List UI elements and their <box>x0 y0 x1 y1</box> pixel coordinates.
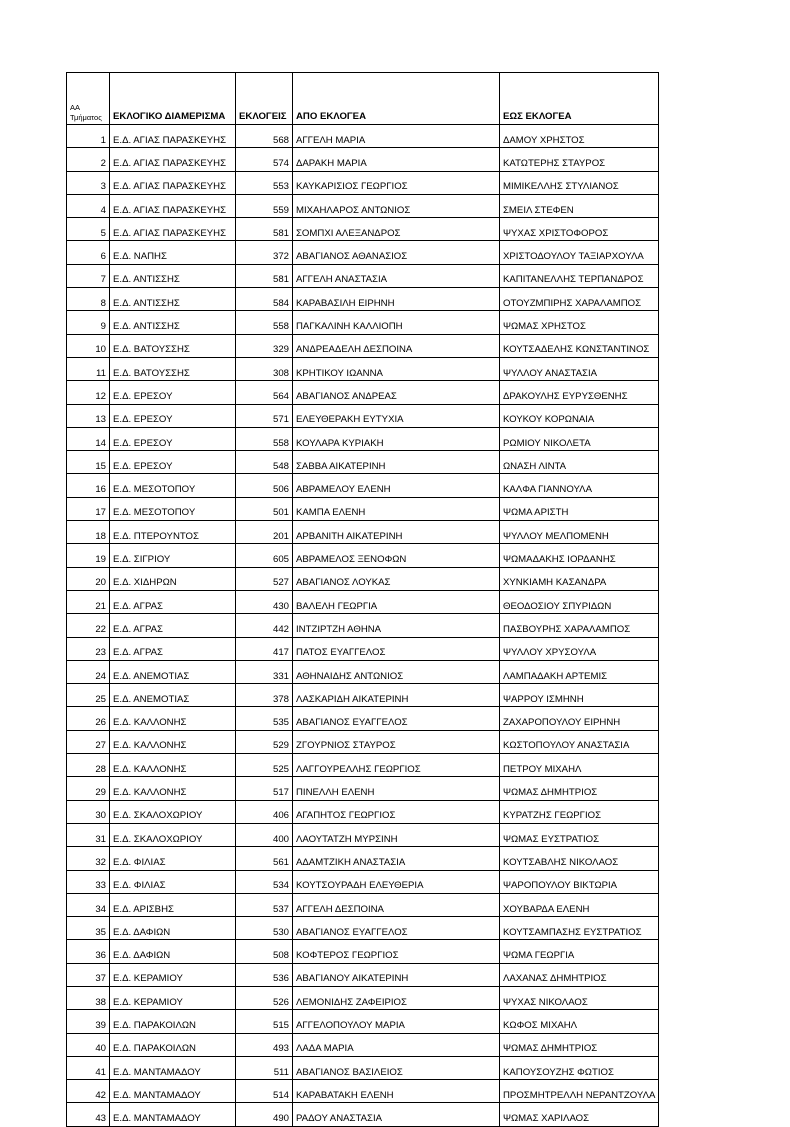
table-row <box>67 171 659 194</box>
cell-aa: 4 <box>67 194 110 217</box>
cell-diamerisma: Ε.Δ. ΑΓΡΑΣ <box>110 590 236 613</box>
cell-aa: 16 <box>67 474 110 497</box>
cell-aa: 7 <box>67 264 110 287</box>
cell-eos-eklogea: ΛΑΧΑΝΑΣ ΔΗΜΗΤΡΙΟΣ <box>500 963 659 986</box>
cell-apo-eklogea: ΚΟΥΛΑΡΑ ΚΥΡΙΑΚΗ <box>293 427 500 450</box>
cell-eos-eklogea: ΛΑΜΠΑΔΑΚΗ ΑΡΤΕΜΙΣ <box>500 660 659 683</box>
cell-eos-eklogea: ΨΩΜΑΣ ΔΗΜΗΤΡΙΟΣ <box>500 777 659 800</box>
cell-aa: 12 <box>67 381 110 404</box>
cell-eos-eklogea: ΚΟΥΤΣΑΔΕΛΗΣ ΚΩΝΣΤΑΝΤΙΝΟΣ <box>500 334 659 357</box>
cell-eos-eklogea: ΨΩΜΑΔΑΚΗΣ ΙΟΡΔΑΝΗΣ <box>500 544 659 567</box>
cell-eklogeis: 568 <box>236 125 293 148</box>
cell-eos-eklogea: ΨΑΡΡΟΥ ΙΣΜΗΝΗ <box>500 684 659 707</box>
table-row <box>67 614 659 637</box>
table-row <box>67 544 659 567</box>
cell-aa: 14 <box>67 427 110 450</box>
cell-eos-eklogea: ΨΩΜΑΣ ΧΑΡΙΛΑΟΣ <box>500 1103 659 1126</box>
cell-eklogeis: 559 <box>236 194 293 217</box>
cell-eklogeis: 574 <box>236 148 293 171</box>
cell-aa: 22 <box>67 614 110 637</box>
cell-eklogeis: 515 <box>236 1010 293 1033</box>
cell-eklogeis: 536 <box>236 963 293 986</box>
cell-eklogeis: 553 <box>236 171 293 194</box>
header-aa-tmimatos <box>67 73 110 125</box>
cell-eos-eklogea: ΧΡΙΣΤΟΔΟΥΛΟΥ ΤΑΞΙΑΡΧΟΥΛΑ <box>500 241 659 264</box>
header-apo-eklogea: ΑΠΟ ΕΚΛΟΓΕΑ <box>293 73 500 125</box>
table-row <box>67 754 659 777</box>
cell-diamerisma: Ε.Δ. ΚΑΛΛΟΝΗΣ <box>110 754 236 777</box>
cell-eos-eklogea: ΧΟΥΒΑΡΔΑ ΕΛΕΝΗ <box>500 893 659 916</box>
cell-eklogeis: 378 <box>236 684 293 707</box>
cell-eklogeis: 564 <box>236 381 293 404</box>
cell-aa: 6 <box>67 241 110 264</box>
table-row <box>67 521 659 544</box>
cell-apo-eklogea: ΜΙΧΑΗΛΑΡΟΣ ΑΝΤΩΝΙΟΣ <box>293 194 500 217</box>
table-row <box>67 334 659 357</box>
cell-diamerisma: Ε.Δ. ΚΑΛΛΟΝΗΣ <box>110 707 236 730</box>
cell-diamerisma: Ε.Δ. ΠΑΡΑΚΟΙΛΩΝ <box>110 1010 236 1033</box>
cell-apo-eklogea: ΡΑΔΟΥ ΑΝΑΣΤΑΣΙΑ <box>293 1103 500 1126</box>
cell-eklogeis: 511 <box>236 1056 293 1079</box>
cell-eos-eklogea: ΚΩΦΟΣ ΜΙΧΑΗΛ <box>500 1010 659 1033</box>
cell-diamerisma: Ε.Δ. ΑΓΡΑΣ <box>110 637 236 660</box>
cell-eklogeis: 201 <box>236 521 293 544</box>
cell-aa: 43 <box>67 1103 110 1126</box>
cell-apo-eklogea: ΛΑΓΓΟΥΡΕΛΛΗΣ ΓΕΩΡΓΙΟΣ <box>293 754 500 777</box>
cell-eos-eklogea: ΨΩΜΑΣ ΧΡΗΣΤΟΣ <box>500 311 659 334</box>
cell-eklogeis: 490 <box>236 1103 293 1126</box>
cell-diamerisma: Ε.Δ. ΜΑΝΤΑΜΑΔΟΥ <box>110 1103 236 1126</box>
cell-aa: 24 <box>67 660 110 683</box>
cell-eos-eklogea: ΨΩΜΑΣ ΔΗΜΗΤΡΙΟΣ <box>500 1033 659 1056</box>
cell-apo-eklogea: ΑΒΑΓΙΑΝΟΣ ΑΝΔΡΕΑΣ <box>293 381 500 404</box>
cell-eos-eklogea: ΔΑΜΟΥ ΧΡΗΣΤΟΣ <box>500 125 659 148</box>
cell-apo-eklogea: ΣΑΒΒΑ ΑΙΚΑΤΕΡΙΝΗ <box>293 451 500 474</box>
cell-eos-eklogea: ΔΡΑΚΟΥΛΗΣ ΕΥΡΥΣΘΕΝΗΣ <box>500 381 659 404</box>
table-row <box>67 218 659 241</box>
cell-apo-eklogea: ΛΕΜΟΝΙΔΗΣ ΖΑΦΕΙΡΙΟΣ <box>293 986 500 1009</box>
cell-eos-eklogea: ΨΥΛΛΟΥ ΧΡΥΣΟΥΛΑ <box>500 637 659 660</box>
cell-eklogeis: 517 <box>236 777 293 800</box>
cell-aa: 34 <box>67 893 110 916</box>
cell-eos-eklogea: ΚΟΥΚΟΥ ΚΟΡΩΝΑΙΑ <box>500 404 659 427</box>
cell-apo-eklogea: ΑΒΑΓΙΑΝΟΣ ΒΑΣΙΛΕΙΟΣ <box>293 1056 500 1079</box>
cell-apo-eklogea: ΑΒΑΓΙΑΝΟΣ ΕΥΑΓΓΕΛΟΣ <box>293 707 500 730</box>
table-row <box>67 148 659 171</box>
cell-eos-eklogea: ΚΑΤΩΤΕΡΗΣ ΣΤΑΥΡΟΣ <box>500 148 659 171</box>
cell-aa: 18 <box>67 521 110 544</box>
cell-apo-eklogea: ΛΑΣΚΑΡΙΔΗ ΑΙΚΑΤΕΡΙΝΗ <box>293 684 500 707</box>
cell-eos-eklogea: ΚΩΣΤΟΠΟΥΛΟΥ ΑΝΑΣΤΑΣΙΑ <box>500 730 659 753</box>
header-tmimatos: Τμήματος <box>70 112 102 122</box>
cell-aa: 11 <box>67 357 110 380</box>
cell-eklogeis: 530 <box>236 917 293 940</box>
cell-eklogeis: 430 <box>236 590 293 613</box>
cell-aa: 33 <box>67 870 110 893</box>
cell-aa: 40 <box>67 1033 110 1056</box>
table-row <box>67 823 659 846</box>
cell-eklogeis: 508 <box>236 940 293 963</box>
header-eklogeis: ΕΚΛΟΓΕΙΣ <box>236 73 293 125</box>
table-row <box>67 800 659 823</box>
cell-eos-eklogea: ΜΙΜΙΚΕΛΛΗΣ ΣΤΥΛΙΑΝΟΣ <box>500 171 659 194</box>
cell-apo-eklogea: ΑΒΡΑΜΕΛΟΥ ΕΛΕΝΗ <box>293 474 500 497</box>
table-row <box>67 1033 659 1056</box>
cell-apo-eklogea: ΑΓΓΕΛΗ ΔΕΣΠΟΙΝΑ <box>293 893 500 916</box>
cell-eos-eklogea: ΚΥΡΑΤΖΗΣ ΓΕΩΡΓΙΟΣ <box>500 800 659 823</box>
cell-eklogeis: 584 <box>236 288 293 311</box>
cell-eklogeis: 605 <box>236 544 293 567</box>
cell-aa: 31 <box>67 823 110 846</box>
cell-diamerisma: Ε.Δ. ΧΙΔΗΡΩΝ <box>110 567 236 590</box>
cell-apo-eklogea: ΙΝΤΖΙΡΤΖΗ ΑΘΗΝΑ <box>293 614 500 637</box>
cell-eklogeis: 558 <box>236 427 293 450</box>
table-row <box>67 1080 659 1103</box>
cell-eos-eklogea: ΚΑΠΟΥΣΟΥΖΗΣ ΦΩΤΙΟΣ <box>500 1056 659 1079</box>
cell-apo-eklogea: ΚΑΥΚΑΡΙΣΙΟΣ ΓΕΩΡΓΙΟΣ <box>293 171 500 194</box>
cell-eos-eklogea: ΡΩΜΙΟΥ ΝΙΚΟΛΕΤΑ <box>500 427 659 450</box>
header-row <box>67 73 659 125</box>
cell-apo-eklogea: ΑΒΑΓΙΑΝΟΣ ΛΟΥΚΑΣ <box>293 567 500 590</box>
cell-eklogeis: 529 <box>236 730 293 753</box>
table-row <box>67 684 659 707</box>
cell-aa: 30 <box>67 800 110 823</box>
cell-eklogeis: 571 <box>236 404 293 427</box>
table-row <box>67 707 659 730</box>
table-row <box>67 870 659 893</box>
table-row <box>67 194 659 217</box>
cell-diamerisma: Ε.Δ. ΑΝΕΜΟΤΙΑΣ <box>110 684 236 707</box>
cell-diamerisma: Ε.Δ. ΑΓΡΑΣ <box>110 614 236 637</box>
cell-eos-eklogea: ΨΩΜΑ ΑΡΙΣΤΗ <box>500 497 659 520</box>
cell-eklogeis: 527 <box>236 567 293 590</box>
cell-aa: 23 <box>67 637 110 660</box>
cell-eos-eklogea: ΠΡΟΣΜΗΤΡΕΛΛΗ ΝΕΡΑΝΤΖΟΥΛΑ <box>500 1080 659 1103</box>
cell-eos-eklogea: ΘΕΟΔΟΣΙΟΥ ΣΠΥΡΙΔΩΝ <box>500 590 659 613</box>
table-row <box>67 963 659 986</box>
cell-apo-eklogea: ΛΑΔΑ ΜΑΡΙΑ <box>293 1033 500 1056</box>
cell-aa: 41 <box>67 1056 110 1079</box>
table-row <box>67 125 659 148</box>
cell-aa: 2 <box>67 148 110 171</box>
cell-apo-eklogea: ΑΓΓΕΛΟΠΟΥΛΟΥ ΜΑΡΙΑ <box>293 1010 500 1033</box>
cell-eos-eklogea: ΨΑΡΟΠΟΥΛΟΥ ΒΙΚΤΩΡΙΑ <box>500 870 659 893</box>
table-row <box>67 660 659 683</box>
cell-apo-eklogea: ΚΡΗΤΙΚΟΥ ΙΩΑΝΝΑ <box>293 357 500 380</box>
cell-aa: 17 <box>67 497 110 520</box>
cell-aa: 37 <box>67 963 110 986</box>
table-row <box>67 893 659 916</box>
cell-eklogeis: 493 <box>236 1033 293 1056</box>
cell-diamerisma: Ε.Δ. ΑΓΙΑΣ ΠΑΡΑΣΚΕΥΗΣ <box>110 171 236 194</box>
cell-apo-eklogea: ΑΓΓΕΛΗ ΑΝΑΣΤΑΣΙΑ <box>293 264 500 287</box>
table-row <box>67 451 659 474</box>
cell-eklogeis: 525 <box>236 754 293 777</box>
cell-diamerisma: Ε.Δ. ΑΝΤΙΣΣΗΣ <box>110 288 236 311</box>
cell-eos-eklogea: ΟΤΟΥΖΜΠΙΡΗΣ ΧΑΡΑΛΑΜΠΟΣ <box>500 288 659 311</box>
cell-eklogeis: 308 <box>236 357 293 380</box>
cell-diamerisma: Ε.Δ. ΑΓΙΑΣ ΠΑΡΑΣΚΕΥΗΣ <box>110 148 236 171</box>
cell-eos-eklogea: ΠΕΤΡΟΥ ΜΙΧΑΗΛ <box>500 754 659 777</box>
voter-sections-table <box>66 72 659 1127</box>
cell-apo-eklogea: ΒΑΛΕΛΗ ΓΕΩΡΓΙΑ <box>293 590 500 613</box>
cell-apo-eklogea: ΑΡΒΑΝΙΤΗ ΑΙΚΑΤΕΡΙΝΗ <box>293 521 500 544</box>
cell-apo-eklogea: ΕΛΕΥΘΕΡΑΚΗ ΕΥΤΥΧΙΑ <box>293 404 500 427</box>
cell-eos-eklogea: ΨΩΜΑ ΓΕΩΡΓΙΑ <box>500 940 659 963</box>
table-row <box>67 567 659 590</box>
table-row <box>67 637 659 660</box>
cell-diamerisma: Ε.Δ. ΑΝΕΜΟΤΙΑΣ <box>110 660 236 683</box>
cell-aa: 20 <box>67 567 110 590</box>
table-row <box>67 288 659 311</box>
cell-eklogeis: 581 <box>236 218 293 241</box>
cell-apo-eklogea: ΚΑΡΑΒΑΣΙΛΗ ΕΙΡΗΝΗ <box>293 288 500 311</box>
cell-diamerisma: Ε.Δ. ΔΑΦΙΩΝ <box>110 940 236 963</box>
cell-diamerisma: Ε.Δ. ΚΑΛΛΟΝΗΣ <box>110 730 236 753</box>
cell-eklogeis: 442 <box>236 614 293 637</box>
cell-aa: 19 <box>67 544 110 567</box>
cell-eos-eklogea: ΨΥΛΛΟΥ ΑΝΑΣΤΑΣΙΑ <box>500 357 659 380</box>
table-row <box>67 497 659 520</box>
table-row <box>67 1103 659 1126</box>
table-row <box>67 264 659 287</box>
cell-diamerisma: Ε.Δ. ΜΑΝΤΑΜΑΔΟΥ <box>110 1056 236 1079</box>
header-eos-eklogea: ΕΩΣ ΕΚΛΟΓΕΑ <box>500 73 659 125</box>
cell-eklogeis: 535 <box>236 707 293 730</box>
cell-diamerisma: Ε.Δ. ΝΑΠΗΣ <box>110 241 236 264</box>
table-row <box>67 847 659 870</box>
cell-apo-eklogea: ΑΒΑΓΙΑΝΟΣ ΕΥΑΓΓΕΛΟΣ <box>293 917 500 940</box>
cell-eos-eklogea: ΣΜΕΙΛ ΣΤΕΦΕΝ <box>500 194 659 217</box>
cell-eos-eklogea: ΖΑΧΑΡΟΠΟΥΛΟΥ ΕΙΡΗΝΗ <box>500 707 659 730</box>
table-row <box>67 940 659 963</box>
cell-diamerisma: Ε.Δ. ΒΑΤΟΥΣΣΗΣ <box>110 334 236 357</box>
cell-diamerisma: Ε.Δ. ΕΡΕΣΟΥ <box>110 404 236 427</box>
cell-aa: 5 <box>67 218 110 241</box>
cell-eklogeis: 406 <box>236 800 293 823</box>
cell-aa: 15 <box>67 451 110 474</box>
cell-eklogeis: 526 <box>236 986 293 1009</box>
cell-eklogeis: 534 <box>236 870 293 893</box>
header-aa: ΑΑ <box>70 103 81 113</box>
table-row <box>67 986 659 1009</box>
table-row <box>67 427 659 450</box>
table-row <box>67 311 659 334</box>
table-row <box>67 381 659 404</box>
cell-eklogeis: 501 <box>236 497 293 520</box>
cell-eklogeis: 558 <box>236 311 293 334</box>
cell-eklogeis: 514 <box>236 1080 293 1103</box>
table-row <box>67 730 659 753</box>
cell-aa: 26 <box>67 707 110 730</box>
cell-apo-eklogea: ΔΑΡΑΚΗ ΜΑΡΙΑ <box>293 148 500 171</box>
table-row <box>67 590 659 613</box>
cell-diamerisma: Ε.Δ. ΣΚΑΛΟΧΩΡΙΟΥ <box>110 800 236 823</box>
table-row <box>67 357 659 380</box>
cell-aa: 32 <box>67 847 110 870</box>
cell-eklogeis: 329 <box>236 334 293 357</box>
cell-diamerisma: Ε.Δ. ΚΕΡΑΜΙΟΥ <box>110 986 236 1009</box>
table-row <box>67 1056 659 1079</box>
cell-diamerisma: Ε.Δ. ΑΓΙΑΣ ΠΑΡΑΣΚΕΥΗΣ <box>110 218 236 241</box>
cell-eos-eklogea: ΚΟΥΤΣΑΒΛΗΣ ΝΙΚΟΛΑΟΣ <box>500 847 659 870</box>
cell-apo-eklogea: ΚΑΜΠΑ ΕΛΕΝΗ <box>293 497 500 520</box>
cell-eklogeis: 581 <box>236 264 293 287</box>
cell-eos-eklogea: ΚΑΛΦΑ ΓΙΑΝΝΟΥΛΑ <box>500 474 659 497</box>
cell-diamerisma: Ε.Δ. ΕΡΕΣΟΥ <box>110 381 236 404</box>
cell-aa: 25 <box>67 684 110 707</box>
table-row <box>67 1010 659 1033</box>
cell-aa: 28 <box>67 754 110 777</box>
cell-apo-eklogea: ΚΟΥΤΣΟΥΡΑΔΗ ΕΛΕΥΘΕΡΙΑ <box>293 870 500 893</box>
cell-aa: 8 <box>67 288 110 311</box>
cell-eos-eklogea: ΠΑΣΒΟΥΡΗΣ ΧΑΡΑΛΑΜΠΟΣ <box>500 614 659 637</box>
cell-eos-eklogea: ΚΑΠΙΤΑΝΕΛΛΗΣ ΤΕΡΠΑΝΔΡΟΣ <box>500 264 659 287</box>
cell-diamerisma: Ε.Δ. ΜΑΝΤΑΜΑΔΟΥ <box>110 1080 236 1103</box>
cell-aa: 9 <box>67 311 110 334</box>
cell-eos-eklogea: ΧΥΝΚΙΑΜΗ ΚΑΣΑΝΔΡΑ <box>500 567 659 590</box>
cell-diamerisma: Ε.Δ. ΔΑΦΙΩΝ <box>110 917 236 940</box>
cell-aa: 42 <box>67 1080 110 1103</box>
cell-apo-eklogea: ΑΘΗΝΑΙΔΗΣ ΑΝΤΩΝΙΟΣ <box>293 660 500 683</box>
cell-apo-eklogea: ΠΑΓΚΑΛΙΝΗ ΚΑΛΛΙΟΠΗ <box>293 311 500 334</box>
cell-eos-eklogea: ΨΥΧΑΣ ΧΡΙΣΤΟΦΟΡΟΣ <box>500 218 659 241</box>
cell-aa: 38 <box>67 986 110 1009</box>
cell-eos-eklogea: ΨΩΜΑΣ ΕΥΣΤΡΑΤΙΟΣ <box>500 823 659 846</box>
cell-eklogeis: 506 <box>236 474 293 497</box>
cell-eklogeis: 561 <box>236 847 293 870</box>
cell-aa: 1 <box>67 125 110 148</box>
header-diamerisma: ΕΚΛΟΓΙΚΟ ΔΙΑΜΕΡΙΣΜΑ <box>110 73 236 125</box>
cell-aa: 29 <box>67 777 110 800</box>
cell-diamerisma: Ε.Δ. ΑΝΤΙΣΣΗΣ <box>110 311 236 334</box>
cell-aa: 13 <box>67 404 110 427</box>
cell-apo-eklogea: ΚΟΦΤΕΡΟΣ ΓΕΩΡΓΙΟΣ <box>293 940 500 963</box>
cell-diamerisma: Ε.Δ. ΕΡΕΣΟΥ <box>110 427 236 450</box>
cell-apo-eklogea: ΠΙΝΕΛΛΗ ΕΛΕΝΗ <box>293 777 500 800</box>
cell-aa: 10 <box>67 334 110 357</box>
cell-apo-eklogea: ΑΒΑΓΙΑΝΟΥ ΑΙΚΑΤΕΡΙΝΗ <box>293 963 500 986</box>
cell-aa: 3 <box>67 171 110 194</box>
cell-apo-eklogea: ΑΓΑΠΗΤΟΣ ΓΕΩΡΓΙΟΣ <box>293 800 500 823</box>
cell-eklogeis: 537 <box>236 893 293 916</box>
cell-eos-eklogea: ΨΥΛΛΟΥ ΜΕΛΠΟΜΕΝΗ <box>500 521 659 544</box>
cell-eklogeis: 400 <box>236 823 293 846</box>
cell-diamerisma: Ε.Δ. ΣΙΓΡΙΟΥ <box>110 544 236 567</box>
cell-diamerisma: Ε.Δ. ΜΕΣΟΤΟΠΟΥ <box>110 474 236 497</box>
cell-diamerisma: Ε.Δ. ΦΙΛΙΑΣ <box>110 870 236 893</box>
cell-diamerisma: Ε.Δ. ΚΑΛΛΟΝΗΣ <box>110 777 236 800</box>
table-row <box>67 777 659 800</box>
cell-apo-eklogea: ΛΑΟΥΤΑΤΖΗ ΜΥΡΣΙΝΗ <box>293 823 500 846</box>
cell-apo-eklogea: ΖΓΟΥΡΝΙΟΣ ΣΤΑΥΡΟΣ <box>293 730 500 753</box>
cell-eklogeis: 372 <box>236 241 293 264</box>
cell-eos-eklogea: ΩΝΑΣΗ ΛΙΝΤΑ <box>500 451 659 474</box>
cell-aa: 27 <box>67 730 110 753</box>
cell-apo-eklogea: ΑΓΓΕΛΗ ΜΑΡΙΑ <box>293 125 500 148</box>
cell-diamerisma: Ε.Δ. ΦΙΛΙΑΣ <box>110 847 236 870</box>
cell-diamerisma: Ε.Δ. ΑΡΙΣΒΗΣ <box>110 893 236 916</box>
cell-diamerisma: Ε.Δ. ΑΓΙΑΣ ΠΑΡΑΣΚΕΥΗΣ <box>110 194 236 217</box>
cell-diamerisma: Ε.Δ. ΕΡΕΣΟΥ <box>110 451 236 474</box>
cell-apo-eklogea: ΑΒΡΑΜΕΛΟΣ ΞΕΝΟΦΩΝ <box>293 544 500 567</box>
cell-apo-eklogea: ΣΟΜΠΧΙ ΑΛΕΞΑΝΔΡΟΣ <box>293 218 500 241</box>
cell-apo-eklogea: ΠΑΤΟΣ ΕΥΑΓΓΕΛΟΣ <box>293 637 500 660</box>
cell-aa: 35 <box>67 917 110 940</box>
cell-eos-eklogea: ΨΥΧΑΣ ΝΙΚΟΛΑΟΣ <box>500 986 659 1009</box>
cell-diamerisma: Ε.Δ. ΚΕΡΑΜΙΟΥ <box>110 963 236 986</box>
cell-diamerisma: Ε.Δ. ΠΤΕΡΟΥΝΤΟΣ <box>110 521 236 544</box>
cell-apo-eklogea: ΑΔΑΜΤΖΙΚΗ ΑΝΑΣΤΑΣΙΑ <box>293 847 500 870</box>
cell-eos-eklogea: ΚΟΥΤΣΑΜΠΑΣΗΣ ΕΥΣΤΡΑΤΙΟΣ <box>500 917 659 940</box>
cell-aa: 39 <box>67 1010 110 1033</box>
cell-aa: 21 <box>67 590 110 613</box>
cell-eklogeis: 417 <box>236 637 293 660</box>
cell-apo-eklogea: ΚΑΡΑΒΑΤΑΚΗ ΕΛΕΝΗ <box>293 1080 500 1103</box>
cell-diamerisma: Ε.Δ. ΠΑΡΑΚΟΙΛΩΝ <box>110 1033 236 1056</box>
table-row <box>67 917 659 940</box>
cell-diamerisma: Ε.Δ. ΒΑΤΟΥΣΣΗΣ <box>110 357 236 380</box>
cell-eklogeis: 548 <box>236 451 293 474</box>
cell-diamerisma: Ε.Δ. ΣΚΑΛΟΧΩΡΙΟΥ <box>110 823 236 846</box>
cell-apo-eklogea: ΑΝΔΡΕΑΔΕΛΗ ΔΕΣΠΟΙΝΑ <box>293 334 500 357</box>
table-body <box>67 73 659 1127</box>
table-row <box>67 404 659 427</box>
table-row <box>67 474 659 497</box>
cell-apo-eklogea: ΑΒΑΓΙΑΝΟΣ ΑΘΑΝΑΣΙΟΣ <box>293 241 500 264</box>
cell-eklogeis: 331 <box>236 660 293 683</box>
table-row <box>67 241 659 264</box>
cell-diamerisma: Ε.Δ. ΜΕΣΟΤΟΠΟΥ <box>110 497 236 520</box>
cell-diamerisma: Ε.Δ. ΑΝΤΙΣΣΗΣ <box>110 264 236 287</box>
cell-diamerisma: Ε.Δ. ΑΓΙΑΣ ΠΑΡΑΣΚΕΥΗΣ <box>110 125 236 148</box>
cell-aa: 36 <box>67 940 110 963</box>
